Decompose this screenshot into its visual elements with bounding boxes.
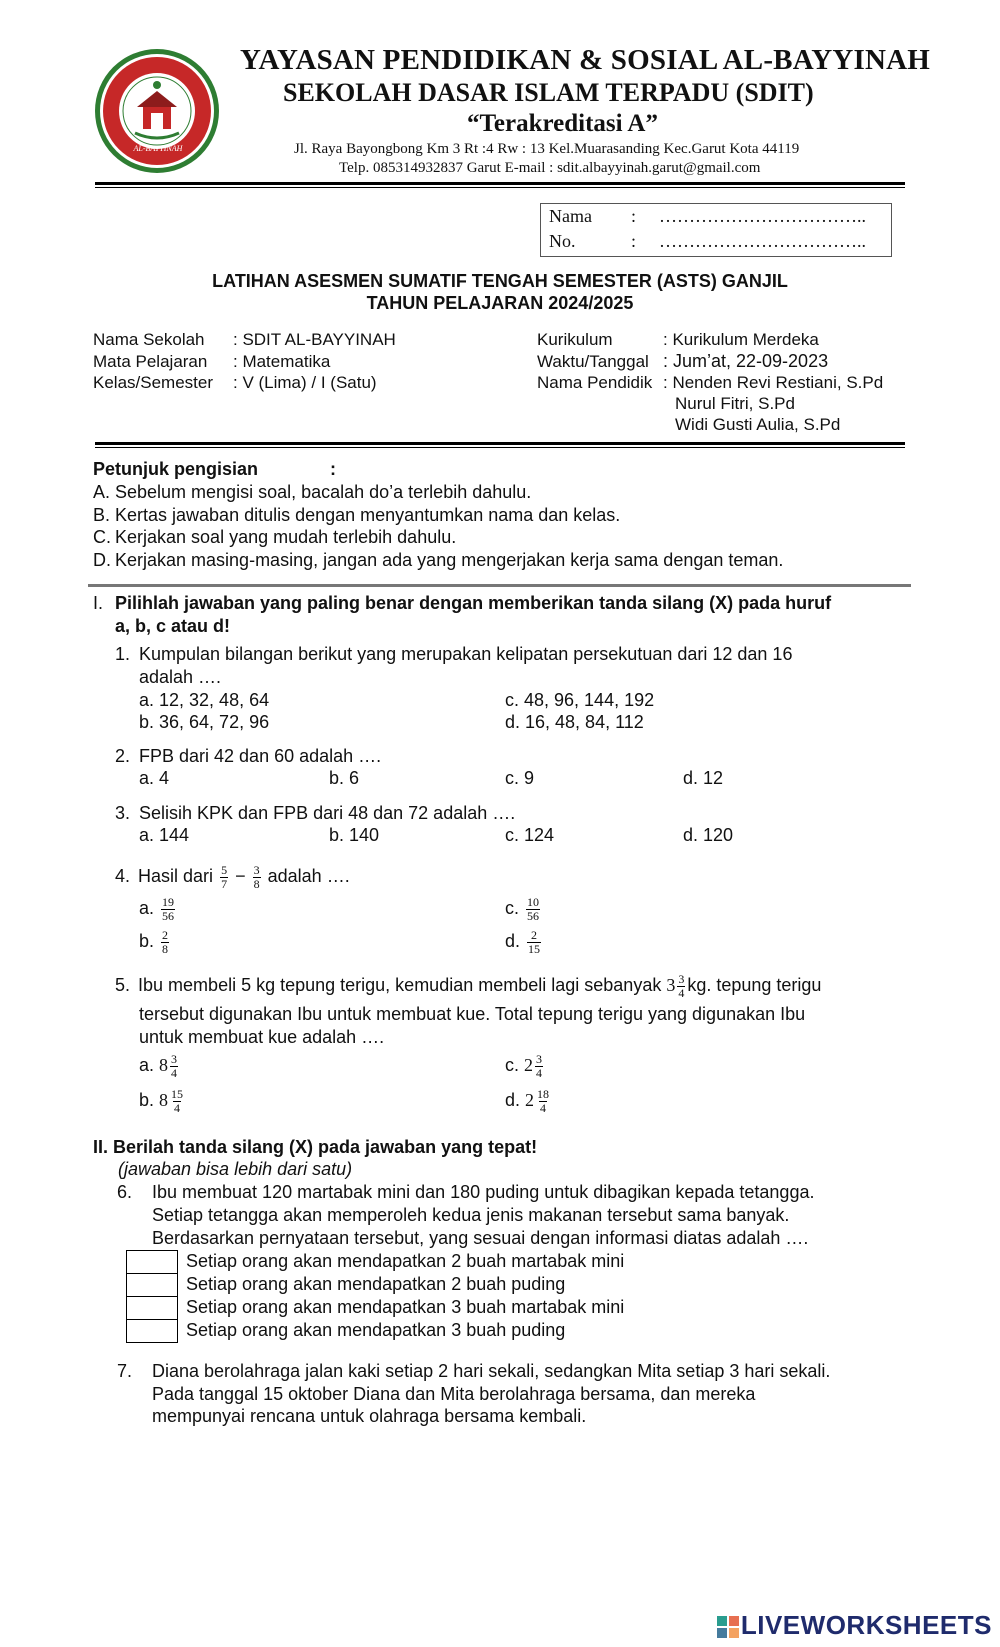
liveworksheets-logo-icon	[717, 1616, 739, 1638]
q6-checkbox-3[interactable]	[126, 1296, 178, 1320]
header-rule-thick	[95, 182, 905, 185]
school-logo	[93, 47, 221, 175]
q4-option-a[interactable]: a. $\frac{19}{56}$	[139, 894, 175, 923]
info-rule-thin	[95, 447, 905, 448]
q7-text-2: Pada tanggal 15 oktober Diana dan Mita berolahraga bersama, dan mereka	[152, 1384, 756, 1404]
q4-option-c[interactable]: c. $\frac{10}{56}$	[505, 894, 540, 923]
q4-question	[115, 858, 350, 894]
q2-option-d[interactable]: d. 12	[683, 768, 724, 788]
q7-number: 7.	[117, 1361, 133, 1381]
info-waktu-value: : Jum’at, 22-09-2023	[663, 351, 829, 371]
petunjuk-item-d: Kerjakan masing-masing, jangan ada yang mengerjakan kerja sama dengan teman.	[115, 550, 784, 570]
section2-heading: II. Berilah tanda silang (X) pada jawaban yang tepat!	[93, 1137, 538, 1157]
q5-number: 5.	[115, 975, 131, 995]
q4-pre: Hasil dari	[138, 866, 214, 886]
info-pendidik-2: Nurul Fitri, S.Pd	[675, 394, 795, 413]
info-sekolah-value: : SDIT AL-BAYYINAH	[233, 330, 396, 349]
q3-option-d[interactable]: d. 120	[683, 825, 734, 845]
info-pendidik-label: Nama Pendidik	[537, 373, 653, 392]
header-school: SEKOLAH DASAR ISLAM TERPADU (SDIT)	[283, 78, 814, 107]
info-kelas-value: : V (Lima) / I (Satu)	[233, 373, 377, 392]
q7-text-1: Diana berolahraga jalan kaki setiap 2 hari sekali, sedangkan Mita setiap 3 hari sekali.	[152, 1361, 831, 1381]
q3-text: Selisih KPK dan FPB dari 48 dan 72 adalah ….	[139, 803, 516, 823]
info-kelas-label: Kelas/Semester	[93, 373, 213, 392]
q1-text-2: adalah ….	[139, 667, 222, 687]
q1-text-1: Kumpulan bilangan berikut yang merupakan kelipatan persekutuan dari 12 dan 16	[139, 644, 793, 664]
petunjuk-item-a-letter: A.	[93, 482, 111, 502]
q6-option-1: Setiap orang akan mendapatkan 2 buah martabak mini	[186, 1251, 625, 1271]
q6-checkbox-1[interactable]	[126, 1250, 178, 1274]
section1-instruction-2: a, b, c atau d!	[115, 616, 231, 636]
exam-title: LATIHAN ASESMEN SUMATIF TENGAH SEMESTER (ASTS) GANJIL	[212, 271, 788, 291]
q1-option-a[interactable]: a. 12, 32, 48, 64	[139, 690, 270, 710]
petunjuk-item-a: Sebelum mengisi soal, bacalah do’a terlebih dahulu.	[115, 482, 532, 502]
info-sekolah-label: Nama Sekolah	[93, 330, 205, 349]
info-pendidik-value: : Nenden Revi Restiani, S.Pd	[663, 373, 884, 392]
q4-option-b[interactable]: b. $\frac{2}{8}$	[139, 927, 169, 956]
logo-emblem-icon	[93, 47, 221, 175]
q2-option-c[interactable]: c. 9	[505, 768, 535, 788]
nama-colon: :	[631, 206, 637, 226]
q6-text-1: Ibu membuat 120 martabak mini dan 180 puding untuk dibagikan kepada tetangga.	[152, 1182, 815, 1202]
info-waktu-label: Waktu/Tanggal	[537, 352, 649, 371]
q5-option-a[interactable]: a. 8 $\frac{3}{4}$	[139, 1051, 178, 1080]
petunjuk-rule	[88, 584, 911, 587]
q6-checkbox-2[interactable]	[126, 1273, 178, 1297]
info-kurikulum-value: : Kurikulum Merdeka	[663, 330, 819, 349]
q4-fraction-2: $\frac{3}{8}$	[253, 862, 260, 891]
info-mapel-value: : Matematika	[233, 352, 331, 371]
q2-text: FPB dari 42 dan 60 adalah ….	[139, 746, 382, 766]
info-pendidik-3: Widi Gusti Aulia, S.Pd	[675, 415, 841, 434]
info-rule-thick	[95, 442, 905, 445]
q4-option-d[interactable]: d. $\frac{2}{15}$	[505, 927, 541, 956]
liveworksheets-watermark	[717, 1610, 992, 1641]
no-colon: :	[631, 231, 637, 251]
q5-text-2: tersebut digunakan Ibu untuk membuat kue. Total tepung terigu yang digunakan Ibu	[139, 1004, 806, 1024]
q5-text-1: 5. Ibu membeli 5 kg tepung terigu, kemudian membeli lagi sebanyak 3 $\frac{3}{4}$ kg. tepung terigu	[115, 971, 822, 1000]
section1-number: I.	[93, 593, 104, 613]
q1-number: 1.	[115, 644, 131, 664]
header-rule-thin	[95, 187, 905, 188]
q6-option-2: Setiap orang akan mendapatkan 2 buah puding	[186, 1274, 566, 1294]
header-contact: Telp. 085314932837 Garut E-mail : sdit.albayyinah.garut@gmail.com	[339, 160, 761, 176]
q6-option-3: Setiap orang akan mendapatkan 3 buah martabak mini	[186, 1297, 625, 1317]
nama-blank[interactable]: ……………………………..	[659, 206, 866, 226]
petunjuk-colon: :	[330, 459, 336, 479]
q2-option-a[interactable]: a. 4	[139, 768, 170, 788]
q6-text-3: Berdasarkan pernyataan tersebut, yang sesuai dengan informasi diatas adalah ….	[152, 1228, 809, 1248]
petunjuk-heading: Petunjuk pengisian	[93, 459, 259, 479]
exam-year: TAHUN PELAJARAN 2024/2025	[366, 293, 634, 313]
q3-option-a[interactable]: a. 144	[139, 825, 190, 845]
no-label: No.	[549, 231, 576, 251]
q2-option-b[interactable]: b. 6	[329, 768, 360, 788]
q3-option-b[interactable]: b. 140	[329, 825, 380, 845]
q4-minus: −	[235, 866, 246, 886]
q1-option-b[interactable]: b. 36, 64, 72, 96	[139, 712, 270, 732]
q5-option-c[interactable]: c. 2 $\frac{3}{4}$	[505, 1051, 543, 1080]
no-blank[interactable]: ……………………………..	[659, 231, 866, 251]
q5-text-3: untuk membuat kue adalah ….	[139, 1027, 385, 1047]
info-mapel-label: Mata Pelajaran	[93, 352, 208, 371]
section2-note: (jawaban bisa lebih dari satu)	[118, 1159, 353, 1179]
q6-number: 6.	[117, 1182, 133, 1202]
watermark-text: LIVEWORKSHEETS	[740, 1610, 992, 1640]
q3-number: 3.	[115, 803, 131, 823]
header-accreditation: “Terakreditasi A”	[467, 110, 658, 137]
q6-option-4: Setiap orang akan mendapatkan 3 buah puding	[186, 1320, 566, 1340]
logo-text: AL-BAYYINAH	[133, 144, 183, 153]
q4-fraction-1: $\frac{5}{7}$	[221, 862, 228, 891]
q7-text-3: mempunyai rencana untuk olahraga bersama kembali.	[152, 1406, 587, 1426]
header-foundation: YAYASAN PENDIDIKAN & SOSIAL AL-BAYYINAH	[240, 44, 931, 76]
info-kurikulum-label: Kurikulum	[537, 330, 613, 349]
petunjuk-item-b-letter: B.	[93, 505, 111, 525]
q2-number: 2.	[115, 746, 131, 766]
petunjuk-item-c-letter: C.	[93, 527, 111, 547]
q6-text-2: Setiap tetangga akan memperoleh kedua jenis makanan tersebut sama banyak.	[152, 1205, 790, 1225]
petunjuk-item-b: Kertas jawaban ditulis dengan menyantumkan nama dan kelas.	[115, 505, 621, 525]
q4-post: adalah ….	[267, 866, 350, 886]
q1-option-c[interactable]: c. 48, 96, 144, 192	[505, 690, 655, 710]
section1-instruction-1: Pilihlah jawaban yang paling benar dengan memberikan tanda silang (X) pada huruf	[115, 593, 832, 613]
nama-label: Nama	[549, 206, 592, 226]
q3-option-c[interactable]: c. 124	[505, 825, 555, 845]
q6-checkbox-4[interactable]	[126, 1319, 178, 1343]
student-name-box[interactable]	[540, 203, 892, 257]
q5-option-d[interactable]: d. 2 $\frac{18}{4}$	[505, 1086, 550, 1115]
petunjuk-item-c: Kerjakan soal yang mudah terlebih dahulu.	[115, 527, 457, 547]
petunjuk-item-d-letter: D.	[93, 550, 111, 570]
q1-option-d[interactable]: d. 16, 48, 84, 112	[505, 712, 644, 732]
header-address: Jl. Raya Bayongbong Km 3 Rt :4 Rw : 13 Kel.Muarasanding Kec.Garut Kota 44119	[294, 141, 800, 157]
q5-option-b[interactable]: b. 8 $\frac{15}{4}$	[139, 1086, 184, 1115]
q4-number: 4.	[115, 866, 131, 886]
